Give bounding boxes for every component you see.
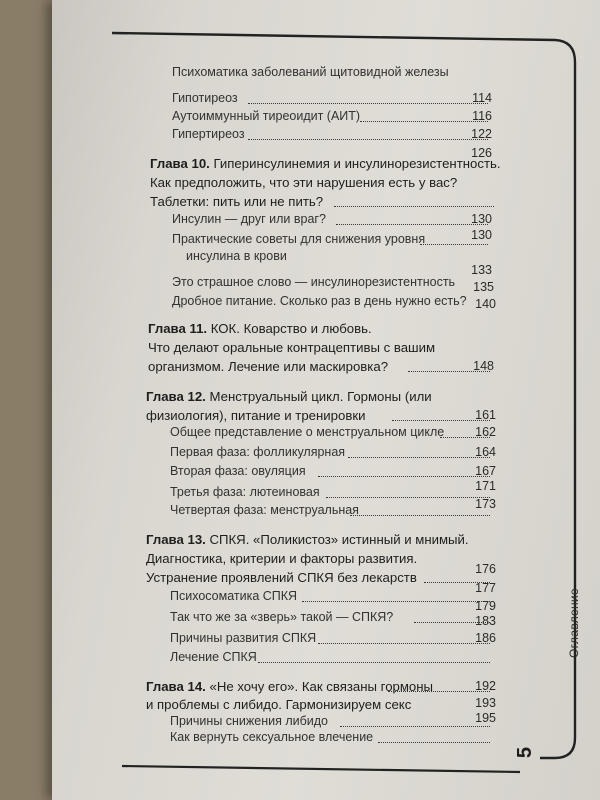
- toc-entry: Третья фаза: лютеиновая: [170, 485, 320, 499]
- page-ref: 130: [471, 228, 492, 242]
- chapter-heading-line: организмом. Лечение или маскировка?: [148, 359, 389, 374]
- chapter-heading-line: Таблетки: пить или не пить?: [150, 194, 324, 209]
- toc-entry: Причины снижения либидо: [170, 714, 329, 728]
- toc-entry: Психоматика заболеваний щитовидной железы: [172, 65, 449, 79]
- leader-dots: [378, 742, 490, 743]
- chapter-heading: Глава 14. «Не хочу его». Как связаны гормоны: [146, 679, 434, 694]
- chapter-heading-line: Что делают оральные контрацептивы с вашим: [148, 340, 436, 355]
- page-ref: 186: [475, 631, 496, 645]
- leader-dots: [334, 206, 494, 207]
- page-ref: 164: [475, 445, 496, 459]
- page-ref: 183: [475, 614, 496, 628]
- leader-dots: [248, 103, 488, 104]
- chapter-heading-line: физиология), питание и тренировки: [146, 408, 366, 423]
- chapter-heading: Глава 11. КОК. Коварство и любовь.: [148, 321, 372, 336]
- page-ref: 173: [475, 497, 496, 511]
- toc-entry: Общее представление о менструальном цикле: [170, 425, 445, 439]
- chapter-heading: Глава 12. Менструальный цикл. Гормоны (или: [146, 389, 432, 404]
- page-ref: 195: [475, 711, 496, 725]
- leader-dots: [420, 244, 488, 245]
- page-ref: 114: [472, 91, 492, 105]
- toc-entry: Психосоматика СПКЯ: [170, 589, 298, 603]
- toc-entry: Дробное питание. Сколько раз в день нужно есть?: [172, 294, 467, 308]
- page-ref: 176: [475, 562, 496, 576]
- toc-entry: Вторая фаза: овуляция: [170, 464, 306, 478]
- page-ref: 167: [475, 464, 496, 478]
- toc-entry: Это страшное слово — инсулинорезистентность: [172, 275, 456, 289]
- toc-entry: Аутоиммунный тиреоидит (АИТ): [172, 109, 361, 123]
- page-ref: 116: [472, 109, 492, 123]
- page-ref: 148: [473, 359, 494, 373]
- leader-dots: [302, 601, 490, 602]
- toc-entry: Причины развития СПКЯ: [170, 631, 317, 645]
- chapter-heading: Глава 10. Гиперинсулинемия и инсулинорезистентность.: [150, 156, 501, 171]
- chapter-heading-line: Диагностика, критерии и факторы развития.: [146, 551, 418, 566]
- page-ref: 177: [475, 581, 496, 595]
- page-ref: 133: [471, 263, 492, 277]
- leader-dots: [318, 643, 490, 644]
- section-label: Оглавление: [567, 588, 581, 658]
- page-ref: 126: [471, 146, 492, 160]
- toc-entry: Четвертая фаза: менструальная: [170, 503, 359, 517]
- toc-entry: Практические советы для снижения уровня: [172, 232, 426, 246]
- page-number: 5: [514, 746, 537, 759]
- page-ref: 122: [471, 127, 492, 141]
- page-ref: 162: [475, 425, 496, 439]
- page-ref: 130: [471, 212, 492, 226]
- chapter-heading: Глава 13. СПКЯ. «Поликистоз» истинный и мнимый.: [146, 532, 469, 547]
- page-ref: 135: [473, 280, 494, 294]
- toc-entry: Инсулин — друг или враг?: [172, 212, 326, 226]
- toc-entry: Как вернуть сексуальное влечение: [170, 730, 374, 744]
- page-ref: 192: [475, 679, 496, 693]
- page-ref: 171: [475, 479, 496, 493]
- chapter-heading-line: и проблемы с либидо. Гармонизируем секс: [146, 697, 412, 712]
- toc-entry: Лечение СПКЯ: [170, 650, 257, 664]
- toc-entry: Гипертиреоз: [172, 127, 245, 141]
- toc-entry: Так что же за «зверь» такой — СПКЯ?: [170, 610, 394, 624]
- page-ref: 193: [475, 696, 496, 710]
- leader-dots: [318, 476, 490, 477]
- chapter-heading-line: Как предположить, что эти нарушения есть у вас?: [150, 175, 458, 190]
- page-ref: 179: [475, 599, 496, 613]
- page-ref: 161: [475, 408, 496, 422]
- leader-dots: [340, 726, 490, 727]
- toc-entry: Первая фаза: фолликулярная: [170, 445, 346, 459]
- leader-dots: [248, 139, 488, 140]
- leader-dots: [258, 662, 490, 663]
- page-ref: 140: [475, 297, 496, 311]
- toc-entry-cont: инсулина в крови: [186, 249, 287, 263]
- leader-dots: [350, 515, 490, 516]
- toc-entry: Гипотиреоз: [172, 91, 238, 105]
- chapter-heading-line: Устранение проявлений СПКЯ без лекарств: [146, 570, 417, 585]
